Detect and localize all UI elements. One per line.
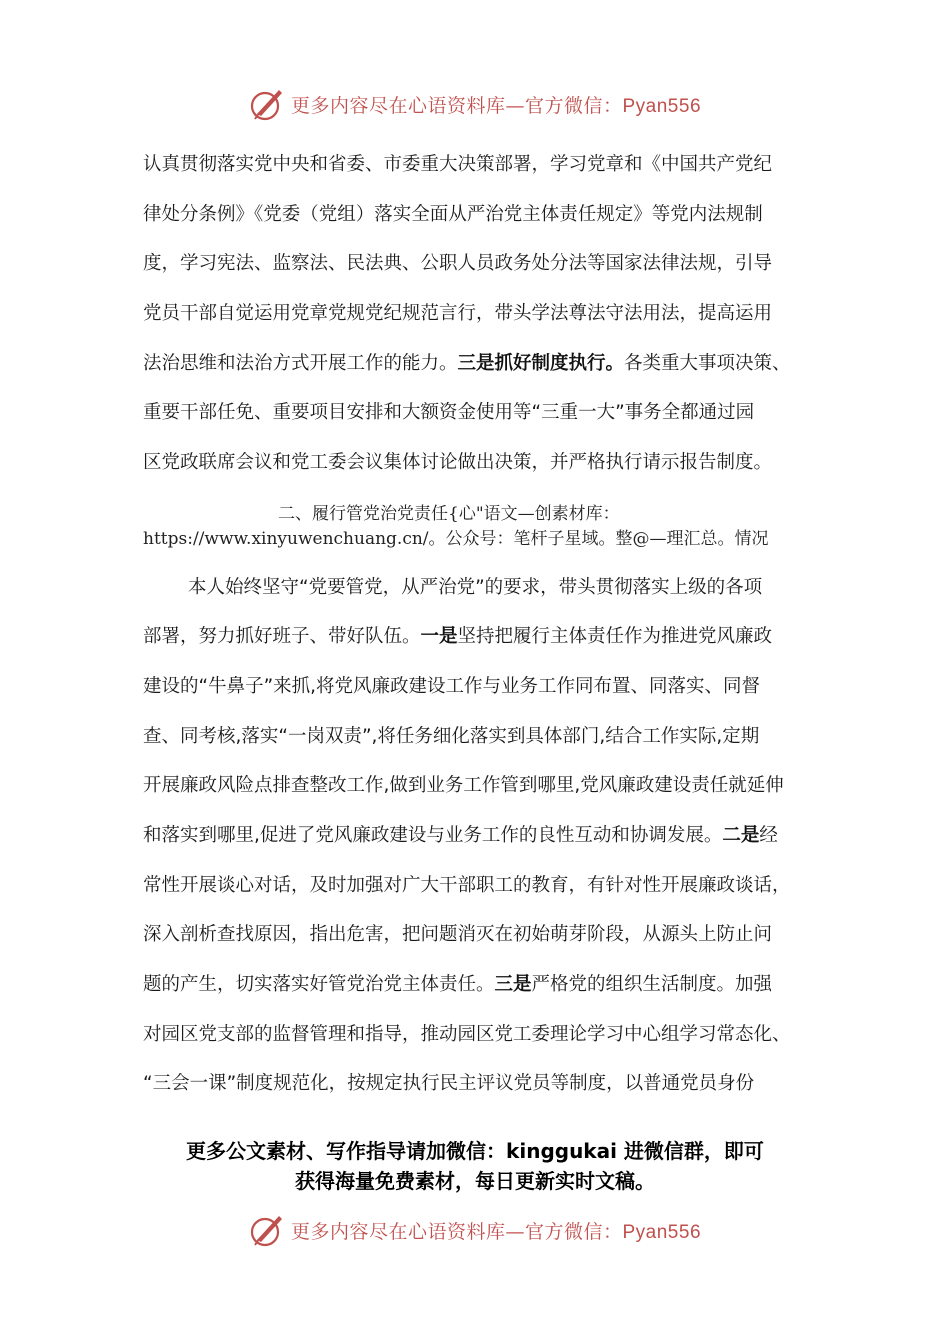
body-line: 党员干部自觉运用党章党规党纪规范言行，带头学法尊法守法用法，提高运用	[143, 303, 773, 324]
body-line: 常性开展谈心对话，及时加强对广大干部职工的教育，有针对性开展廉政谈话，	[143, 875, 791, 896]
bold-lead: 三是抓好制度执行。	[457, 353, 625, 374]
footer-banner	[0, 1210, 950, 1250]
body-line: 题的产生，切实落实好管党治党主体责任。三是严格党的组织生活制度。加强	[143, 974, 773, 995]
header-banner	[0, 84, 950, 124]
quill-pen-logo-icon	[249, 1212, 285, 1248]
body-line: 重要干部任免、重要项目安排和大额资金使用等“三重一大”事务全都通过园	[143, 402, 755, 423]
header-wechat-id: Pyan556	[622, 95, 702, 117]
quill-pen-logo-icon	[249, 86, 285, 122]
header-banner-text: 更多内容尽在心语资料库—官方微信：Pyan556	[290, 94, 702, 117]
section-heading: 二、履行管党治党责任{心"语文—创素材库：	[278, 504, 620, 524]
body-line: 和落实到哪里,促进了党风廉政建设与业务工作的良性互动和协调发展。二是经	[143, 825, 778, 846]
body-line: 对园区党支部的监督管理和指导，推动园区党工委理论学习中心组学习常态化、	[143, 1024, 791, 1045]
footer-banner-text: 更多内容尽在心语资料库—官方微信：Pyan556	[290, 1220, 702, 1243]
footer-note-line: 更多公文素材、写作指导请加微信：kinggukai 进微信群，即可	[186, 1139, 764, 1163]
body-line: 本人始终坚守“党要管党，从严治党”的要求，带头贯彻落实上级的各项	[188, 577, 763, 598]
body-line: 律处分条例》《党委（党组）落实全面从严治党主体责任规定》等党内法规制	[143, 204, 763, 225]
footer-wechat-id: Pyan556	[622, 1221, 702, 1243]
body-line: 度，学习宪法、监察法、民法典、公职人员政务处分法等国家法律法规，引导	[143, 253, 773, 274]
body-line: 查、同考核,落实“一岗双责”,将任务细化落实到具体部门,结合工作实际,定期	[143, 726, 760, 747]
body-line: “三会一课”制度规范化，按规定执行民主评议党员等制度，以普通党员身份	[143, 1073, 755, 1094]
body-line: 深入剖析查找原因，指出危害，把问题消灭在初始萌芽阶段，从源头上防止问	[143, 924, 773, 945]
body-line: 认真贯彻落实党中央和省委、市委重大决策部署，学习党章和《中国共产党纪	[143, 154, 773, 175]
section-heading-cont: https://www.xinyuwenchuang.cn/。公众号：笔杆子星域。整@—理汇总。情况	[143, 529, 769, 549]
body-line: 部署，努力抓好班子、带好队伍。一是坚持把履行主体责任作为推进党风廉政	[143, 626, 773, 647]
body-line: 区党政联席会议和党工委会议集体讨论做出决策，并严格执行请示报告制度。	[143, 452, 773, 473]
body-line: 建设的“牛鼻子”来抓,将党风廉政建设工作与业务工作同布置、同落实、同督	[143, 676, 761, 697]
bold-lead: 二是	[722, 825, 760, 846]
footer-note-line: 获得海量免费素材，每日更新实时文稿。	[295, 1169, 655, 1193]
body-line: 法治思维和法治方式开展工作的能力。三是抓好制度执行。各类重大事项决策、	[143, 353, 791, 374]
body-line: 开展廉政风险点排查整改工作,做到业务工作管到哪里,党风廉政建设责任就延伸	[143, 775, 784, 796]
bold-lead: 一是	[420, 626, 458, 647]
bold-lead: 三是	[494, 974, 532, 995]
